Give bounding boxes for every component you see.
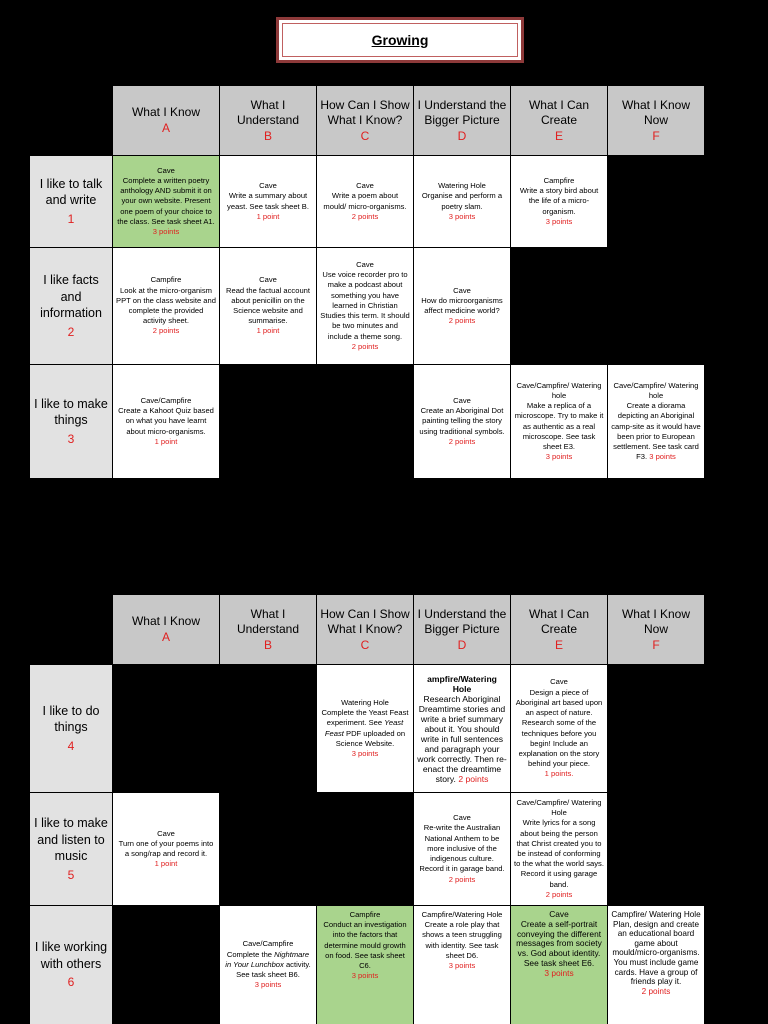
task-text: Research Aboriginal Dreamtime stories and write a brief summary about it. You should write in full sentences and paragraph your work correctly. Then re-enact the dreamtime story. <box>417 693 507 784</box>
header-what-i-can-create <box>511 86 607 155</box>
task-cell-6e[interactable] <box>511 906 607 1024</box>
task-location: Cave <box>453 813 471 823</box>
header-label: I Understand the Bigger Picture <box>417 97 507 127</box>
header-letter: F <box>652 637 660 652</box>
task-text: Complete the Yeast Feast experiment. See <box>321 708 409 728</box>
task-location: Watering Hole <box>341 697 389 707</box>
task-description: Plan, design and create an educational board game about mould/micro-organisms. You must include game cards. Have a group of friends play it. <box>612 919 700 987</box>
task-description: Create a self-portrait conveying the different messages from society vs. God about identity. See task sheet E6. <box>516 918 602 968</box>
header-letter: E <box>554 637 563 652</box>
task-location: Cave/Campfire/ Watering hole <box>613 380 699 400</box>
header-letter: E <box>554 128 563 143</box>
task-description <box>223 950 313 981</box>
row-number: 5 <box>67 867 75 882</box>
task-points: 2 points <box>351 211 379 221</box>
task-location: Campfire <box>150 275 182 285</box>
task-location: ampfire/Watering Hole <box>427 673 497 694</box>
row-number: 3 <box>67 431 75 446</box>
task-description <box>417 694 507 784</box>
header-letter: D <box>457 128 467 143</box>
header-letter: B <box>263 128 272 143</box>
task-description: Write a story bird about the life of a micro-organism. <box>519 186 599 216</box>
task-text-italic: Nightmare in Your Lunchbox <box>225 949 310 969</box>
header-label: How Can I Show What I Know? <box>320 97 410 127</box>
task-cell-2d[interactable] <box>414 248 510 364</box>
task-cell-6f[interactable] <box>608 906 704 1024</box>
task-points: 2 points <box>545 889 573 899</box>
header-what-i-know <box>113 86 219 155</box>
row-number: 6 <box>67 975 75 990</box>
task-points: 3 points <box>351 748 379 758</box>
task-cell-4e[interactable] <box>511 665 607 792</box>
task-points: 3 points <box>544 967 574 978</box>
task-cell-3a[interactable] <box>113 365 219 478</box>
task-location: Cave <box>356 260 374 270</box>
header-bigger-picture <box>414 595 510 664</box>
task-location: Cave <box>453 395 471 405</box>
task-description: Design a piece of Aboriginal art based upon an aspect of nature. Research some of the techniques before you begin! Include an explanation on the story behind your piece. <box>515 687 603 769</box>
row-label: I like to talk and write <box>39 176 103 208</box>
task-points: 3 points <box>545 216 573 226</box>
row-number: 1 <box>67 211 75 226</box>
header-what-i-know-now <box>608 595 704 664</box>
task-location: Cave <box>259 181 277 191</box>
task-description: Write a poem about mould/ micro-organisms. <box>323 191 407 211</box>
task-location: Cave <box>157 828 175 838</box>
task-location: Campfire <box>543 175 575 185</box>
header-label: I Understand the Bigger Picture <box>417 606 507 636</box>
task-points: 3 points <box>351 971 379 981</box>
task-location: Watering Hole <box>438 181 486 191</box>
task-cell-3d[interactable] <box>414 365 510 478</box>
header-what-i-can-create <box>511 595 607 664</box>
task-description <box>611 401 701 462</box>
task-points: 2 points <box>448 874 476 884</box>
task-text: PDF uploaded on Science Website. <box>335 728 406 748</box>
task-cell-2a[interactable] <box>113 248 219 364</box>
task-location: Cave <box>259 275 277 285</box>
task-cell-1c[interactable] <box>317 156 413 247</box>
task-location: Cave/Campfire/ Watering Hole <box>516 797 602 818</box>
task-location: Cave <box>157 165 175 175</box>
task-points: 3 points <box>448 211 476 221</box>
row-label-do-things <box>30 665 112 792</box>
task-location: Campfire/Watering Hole <box>421 910 503 919</box>
task-points: 1 point <box>154 859 178 869</box>
task-cell-6d[interactable] <box>414 906 510 1024</box>
task-cell-1e[interactable] <box>511 156 607 247</box>
task-points: 3 points <box>448 961 476 971</box>
row-label-working-with-others <box>30 906 112 1024</box>
task-description: Use voice recorder pro to make a podcast about something you have learned in Christian Studies this term. It should be two minutes and include a theme song. <box>320 270 410 341</box>
header-letter: D <box>457 637 467 652</box>
task-description: Create a role play that shows a teen struggling with identity. See task sheet D6. <box>422 920 502 960</box>
task-points: 2 points <box>351 341 379 351</box>
row-label-music <box>30 793 112 905</box>
task-text: activity. See task sheet B6. <box>236 959 311 980</box>
task-points: 1 point <box>256 326 280 336</box>
header-how-can-i-show <box>317 595 413 664</box>
task-points: 1 points. <box>544 769 574 779</box>
task-cell-2b[interactable] <box>220 248 316 364</box>
header-what-i-understand <box>220 86 316 155</box>
header-what-i-know <box>113 595 219 664</box>
task-cell-5d[interactable] <box>414 793 510 905</box>
row-label: I like working with others <box>34 940 108 971</box>
header-label: What I Can Create <box>528 606 590 636</box>
row-label-make-things <box>30 365 112 478</box>
task-description: How do microorganisms affect medicine world? <box>421 295 503 315</box>
task-description: Complete a written poetry anthology AND submit it on your own website. Present one poem of your choice to the class. See task sheet A1. <box>117 175 215 226</box>
task-description: Turn one of your poems into a song/rap and record it. <box>118 838 214 858</box>
header-what-i-know-now <box>608 86 704 155</box>
row-label: I like to make things <box>34 396 108 428</box>
task-description: Write a summary about yeast. See task sheet B. <box>227 191 309 211</box>
header-letter: F <box>652 128 660 143</box>
task-points: 2 points <box>152 326 180 336</box>
task-location: Cave <box>550 677 568 687</box>
task-location: Cave <box>356 181 374 191</box>
task-location: Cave <box>549 909 569 919</box>
header-letter: B <box>263 637 272 652</box>
task-points: 3 points <box>254 980 282 990</box>
task-description: Make a replica of a microscope. Try to make it as authentic as a real microscope. See task sheet E3. <box>514 401 604 451</box>
task-points: 2 points <box>448 316 476 326</box>
task-location: Campfire/ Watering Hole <box>611 910 701 919</box>
task-points: 3 points <box>545 452 573 462</box>
task-points: 1 point <box>256 211 280 221</box>
header-what-i-understand <box>220 595 316 664</box>
row-label: I like to make and listen to music <box>34 816 108 863</box>
task-points: 2 points <box>458 773 489 784</box>
task-text-italic: Yeast Feast <box>324 718 404 738</box>
task-points: 3 points <box>152 227 180 236</box>
header-letter: A <box>161 121 170 135</box>
task-points: 2 points <box>448 436 476 446</box>
task-description: Create a Kahoot Quiz based on what you have learnt about micro-organisms. <box>118 406 214 436</box>
header-letter: C <box>360 128 370 143</box>
title-box <box>276 17 524 63</box>
header-bigger-picture <box>414 86 510 155</box>
task-points: 2 points <box>641 986 671 996</box>
header-letter: A <box>161 630 170 644</box>
row-number: 2 <box>67 324 75 339</box>
header-label: What I Know Now <box>621 606 691 636</box>
header-label: What I Understand <box>236 606 300 636</box>
task-description: Create an Aboriginal Dot painting telling the story using traditional symbols. <box>419 406 505 436</box>
task-cell-5a[interactable] <box>113 793 219 905</box>
task-cell-1b[interactable] <box>220 156 316 247</box>
title-inner <box>282 23 518 57</box>
task-description: Write lyrics for a song about being the person that Christ created you to be instead of conforming to the what the world says. Record it using garage band. <box>514 818 604 889</box>
task-location: Cave/Campfire/ Watering hole <box>516 380 602 400</box>
task-location: Campfire <box>349 910 381 919</box>
task-description: Read the factual account about penicillin on the Science website and summarise. <box>225 285 310 326</box>
task-description <box>320 708 410 749</box>
task-cell-1a[interactable] <box>113 156 219 247</box>
header-label: What I Can Create <box>528 97 590 127</box>
task-location: Cave <box>453 285 471 295</box>
task-description: Conduct an investigation into the factors that determine mould growth on food. See task sheet C6. <box>323 920 407 971</box>
task-cell-4d[interactable] <box>414 665 510 792</box>
header-label: What I Understand <box>236 97 300 127</box>
task-cell-3f[interactable] <box>608 365 704 478</box>
task-location: Cave/Campfire <box>140 395 192 405</box>
task-cell-1d[interactable] <box>414 156 510 247</box>
task-cell-6c[interactable] <box>317 906 413 1024</box>
row-number: 4 <box>67 738 75 753</box>
task-cell-5e[interactable] <box>511 793 607 905</box>
task-description: Re-write the Australian National Anthem to be more inclusive of the indigenous culture. Record it in garage band. <box>419 823 505 874</box>
task-location: Cave/Campfire <box>242 939 294 949</box>
header-letter: C <box>360 637 370 652</box>
task-cell-2c[interactable] <box>317 248 413 364</box>
page-title: Growing <box>371 32 429 48</box>
row-label-talk-write <box>30 156 112 247</box>
task-description: Look at the micro-organism PPT on the class website and complete the provided activity sheet. <box>116 285 216 326</box>
header-label: How Can I Show What I Know? <box>320 606 410 636</box>
task-cell-6b[interactable] <box>220 906 316 1024</box>
task-cell-3e[interactable] <box>511 365 607 478</box>
header-how-can-i-show <box>317 86 413 155</box>
task-text: Create a diorama depicting an Aboriginal camp-site as it would have been prior to European settlement. See task card F3. <box>611 401 701 462</box>
header-label: What I Know Now <box>621 97 691 127</box>
task-cell-4c[interactable] <box>317 665 413 792</box>
row-label-facts-information <box>30 248 112 364</box>
task-points: 3 points <box>649 452 676 462</box>
task-text: Complete the <box>226 949 275 959</box>
row-label: I like facts and information <box>40 273 102 320</box>
row-label: I like to do things <box>42 703 100 735</box>
header-label: What I Know <box>131 614 201 628</box>
header-label: What I Know <box>131 105 201 119</box>
task-points: 1 point <box>154 436 178 446</box>
task-description: Organise and perform a poetry slam. <box>421 191 503 211</box>
